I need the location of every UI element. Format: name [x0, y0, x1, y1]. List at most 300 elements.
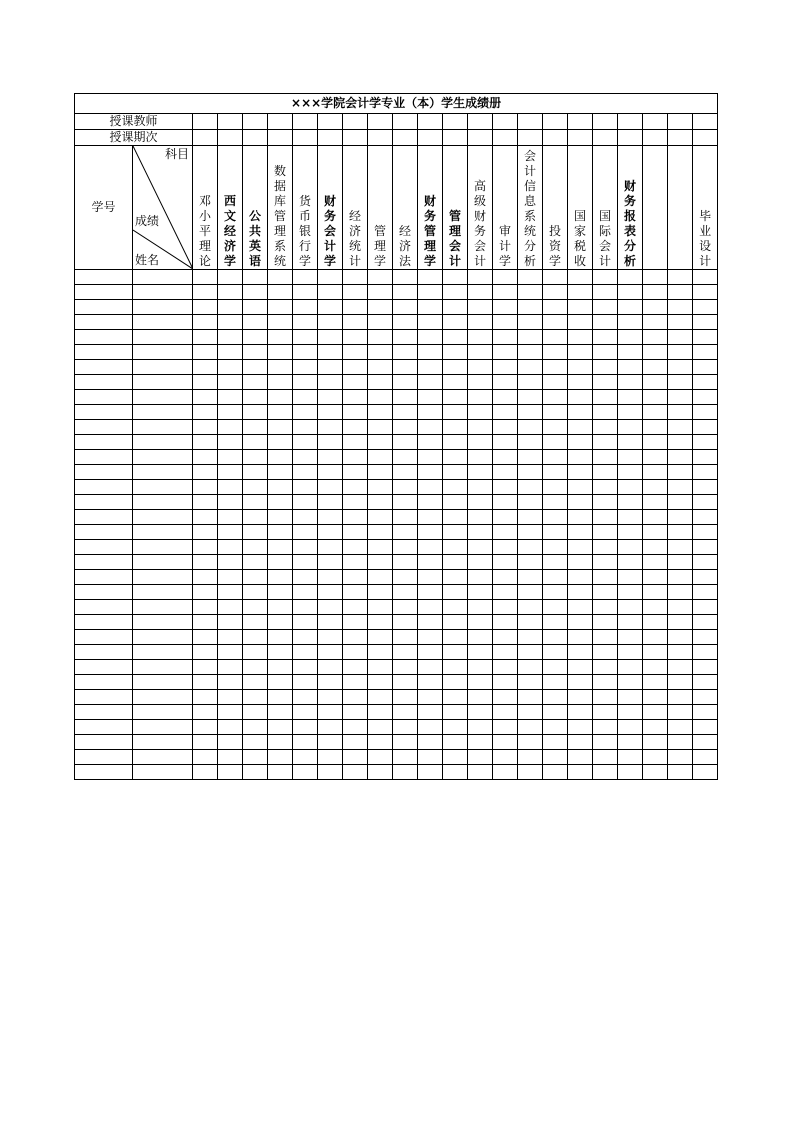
grade-cell[interactable] — [218, 315, 243, 330]
grade-cell[interactable] — [418, 585, 443, 600]
grade-cell[interactable] — [693, 435, 718, 450]
grade-cell[interactable] — [218, 630, 243, 645]
info-cell[interactable] — [693, 130, 718, 146]
grade-cell[interactable] — [243, 675, 268, 690]
grade-cell[interactable] — [568, 570, 593, 585]
grade-cell[interactable] — [193, 630, 218, 645]
grade-cell[interactable] — [293, 390, 318, 405]
grade-cell[interactable] — [443, 735, 468, 750]
grade-cell[interactable] — [443, 465, 468, 480]
info-cell[interactable] — [568, 130, 593, 146]
grade-cell[interactable] — [643, 600, 668, 615]
grade-cell[interactable] — [568, 525, 593, 540]
grade-cell[interactable] — [193, 675, 218, 690]
grade-cell[interactable] — [193, 465, 218, 480]
grade-cell[interactable] — [268, 360, 293, 375]
grade-cell[interactable] — [518, 345, 543, 360]
grade-cell[interactable] — [593, 315, 618, 330]
grade-cell[interactable] — [75, 525, 133, 540]
grade-cell[interactable] — [75, 735, 133, 750]
grade-cell[interactable] — [243, 345, 268, 360]
grade-cell[interactable] — [543, 585, 568, 600]
grade-cell[interactable] — [243, 300, 268, 315]
grade-cell[interactable] — [343, 330, 368, 345]
grade-cell[interactable] — [693, 450, 718, 465]
grade-cell[interactable] — [618, 270, 643, 285]
grade-cell[interactable] — [668, 675, 693, 690]
grade-cell[interactable] — [518, 465, 543, 480]
grade-cell[interactable] — [318, 375, 343, 390]
grade-cell[interactable] — [243, 480, 268, 495]
grade-cell[interactable] — [568, 495, 593, 510]
grade-cell[interactable] — [293, 360, 318, 375]
grade-cell[interactable] — [293, 510, 318, 525]
grade-cell[interactable] — [618, 585, 643, 600]
grade-cell[interactable] — [268, 750, 293, 765]
grade-cell[interactable] — [293, 555, 318, 570]
grade-cell[interactable] — [293, 345, 318, 360]
info-cell[interactable] — [343, 130, 368, 146]
grade-cell[interactable] — [593, 285, 618, 300]
grade-cell[interactable] — [693, 360, 718, 375]
grade-cell[interactable] — [268, 405, 293, 420]
grade-cell[interactable] — [668, 630, 693, 645]
grade-cell[interactable] — [418, 435, 443, 450]
grade-cell[interactable] — [75, 675, 133, 690]
grade-cell[interactable] — [318, 720, 343, 735]
grade-cell[interactable] — [318, 465, 343, 480]
info-cell[interactable] — [618, 114, 643, 130]
info-cell[interactable] — [243, 114, 268, 130]
grade-cell[interactable] — [75, 600, 133, 615]
grade-cell[interactable] — [468, 450, 493, 465]
grade-cell[interactable] — [393, 585, 418, 600]
grade-cell[interactable] — [393, 450, 418, 465]
grade-cell[interactable] — [518, 405, 543, 420]
grade-cell[interactable] — [218, 300, 243, 315]
grade-cell[interactable] — [643, 615, 668, 630]
grade-cell[interactable] — [618, 735, 643, 750]
grade-cell[interactable] — [493, 540, 518, 555]
grade-cell[interactable] — [568, 315, 593, 330]
info-cell[interactable] — [293, 130, 318, 146]
grade-cell[interactable] — [468, 675, 493, 690]
grade-cell[interactable] — [318, 540, 343, 555]
grade-cell[interactable] — [618, 720, 643, 735]
info-cell[interactable] — [518, 130, 543, 146]
grade-cell[interactable] — [593, 525, 618, 540]
grade-cell[interactable] — [218, 600, 243, 615]
grade-cell[interactable] — [543, 660, 568, 675]
grade-cell[interactable] — [293, 315, 318, 330]
grade-cell[interactable] — [393, 735, 418, 750]
grade-cell[interactable] — [468, 525, 493, 540]
grade-cell[interactable] — [468, 270, 493, 285]
grade-cell[interactable] — [218, 480, 243, 495]
grade-cell[interactable] — [218, 585, 243, 600]
grade-cell[interactable] — [75, 360, 133, 375]
grade-cell[interactable] — [393, 630, 418, 645]
grade-cell[interactable] — [693, 390, 718, 405]
grade-cell[interactable] — [268, 630, 293, 645]
grade-cell[interactable] — [133, 765, 193, 780]
grade-cell[interactable] — [518, 420, 543, 435]
grade-cell[interactable] — [593, 300, 618, 315]
grade-cell[interactable] — [75, 705, 133, 720]
grade-cell[interactable] — [643, 285, 668, 300]
grade-cell[interactable] — [368, 720, 393, 735]
grade-cell[interactable] — [443, 360, 468, 375]
grade-cell[interactable] — [343, 750, 368, 765]
info-cell[interactable] — [693, 114, 718, 130]
grade-cell[interactable] — [568, 555, 593, 570]
grade-cell[interactable] — [193, 390, 218, 405]
grade-cell[interactable] — [693, 405, 718, 420]
grade-cell[interactable] — [75, 720, 133, 735]
grade-cell[interactable] — [268, 675, 293, 690]
grade-cell[interactable] — [443, 675, 468, 690]
grade-cell[interactable] — [593, 405, 618, 420]
info-cell[interactable] — [218, 114, 243, 130]
grade-cell[interactable] — [318, 510, 343, 525]
grade-cell[interactable] — [393, 420, 418, 435]
grade-cell[interactable] — [568, 345, 593, 360]
grade-cell[interactable] — [518, 555, 543, 570]
grade-cell[interactable] — [443, 660, 468, 675]
grade-cell[interactable] — [568, 720, 593, 735]
grade-cell[interactable] — [443, 510, 468, 525]
grade-cell[interactable] — [418, 465, 443, 480]
grade-cell[interactable] — [75, 270, 133, 285]
grade-cell[interactable] — [618, 570, 643, 585]
grade-cell[interactable] — [618, 630, 643, 645]
grade-cell[interactable] — [543, 675, 568, 690]
grade-cell[interactable] — [368, 750, 393, 765]
grade-cell[interactable] — [318, 600, 343, 615]
grade-cell[interactable] — [318, 345, 343, 360]
grade-cell[interactable] — [268, 300, 293, 315]
grade-cell[interactable] — [293, 285, 318, 300]
grade-cell[interactable] — [368, 735, 393, 750]
grade-cell[interactable] — [293, 480, 318, 495]
grade-cell[interactable] — [668, 750, 693, 765]
grade-cell[interactable] — [493, 390, 518, 405]
grade-cell[interactable] — [518, 480, 543, 495]
grade-cell[interactable] — [393, 390, 418, 405]
grade-cell[interactable] — [193, 510, 218, 525]
grade-cell[interactable] — [468, 300, 493, 315]
grade-cell[interactable] — [393, 570, 418, 585]
grade-cell[interactable] — [693, 525, 718, 540]
grade-cell[interactable] — [543, 330, 568, 345]
grade-cell[interactable] — [133, 420, 193, 435]
grade-cell[interactable] — [268, 450, 293, 465]
grade-cell[interactable] — [493, 345, 518, 360]
grade-cell[interactable] — [643, 345, 668, 360]
grade-cell[interactable] — [393, 645, 418, 660]
grade-cell[interactable] — [493, 735, 518, 750]
grade-cell[interactable] — [268, 600, 293, 615]
grade-cell[interactable] — [368, 390, 393, 405]
grade-cell[interactable] — [318, 735, 343, 750]
grade-cell[interactable] — [418, 360, 443, 375]
grade-cell[interactable] — [443, 315, 468, 330]
grade-cell[interactable] — [418, 675, 443, 690]
grade-cell[interactable] — [318, 390, 343, 405]
grade-cell[interactable] — [343, 765, 368, 780]
grade-cell[interactable] — [293, 675, 318, 690]
grade-cell[interactable] — [618, 300, 643, 315]
grade-cell[interactable] — [243, 405, 268, 420]
grade-cell[interactable] — [593, 600, 618, 615]
grade-cell[interactable] — [643, 450, 668, 465]
grade-cell[interactable] — [518, 315, 543, 330]
grade-cell[interactable] — [243, 435, 268, 450]
grade-cell[interactable] — [568, 390, 593, 405]
grade-cell[interactable] — [618, 345, 643, 360]
grade-cell[interactable] — [593, 570, 618, 585]
grade-cell[interactable] — [318, 435, 343, 450]
grade-cell[interactable] — [518, 450, 543, 465]
info-cell[interactable] — [618, 130, 643, 146]
grade-cell[interactable] — [343, 510, 368, 525]
info-cell[interactable] — [593, 114, 618, 130]
grade-cell[interactable] — [218, 555, 243, 570]
grade-cell[interactable] — [493, 435, 518, 450]
grade-cell[interactable] — [568, 705, 593, 720]
grade-cell[interactable] — [193, 555, 218, 570]
grade-cell[interactable] — [543, 570, 568, 585]
grade-cell[interactable] — [343, 345, 368, 360]
grade-cell[interactable] — [443, 420, 468, 435]
grade-cell[interactable] — [593, 390, 618, 405]
grade-cell[interactable] — [75, 420, 133, 435]
grade-cell[interactable] — [75, 540, 133, 555]
grade-cell[interactable] — [493, 750, 518, 765]
grade-cell[interactable] — [518, 600, 543, 615]
grade-cell[interactable] — [693, 660, 718, 675]
grade-cell[interactable] — [133, 465, 193, 480]
grade-cell[interactable] — [443, 705, 468, 720]
grade-cell[interactable] — [668, 480, 693, 495]
grade-cell[interactable] — [693, 315, 718, 330]
grade-cell[interactable] — [218, 720, 243, 735]
grade-cell[interactable] — [218, 675, 243, 690]
grade-cell[interactable] — [418, 375, 443, 390]
grade-cell[interactable] — [618, 315, 643, 330]
grade-cell[interactable] — [693, 330, 718, 345]
grade-cell[interactable] — [518, 570, 543, 585]
grade-cell[interactable] — [293, 690, 318, 705]
grade-cell[interactable] — [643, 690, 668, 705]
grade-cell[interactable] — [393, 285, 418, 300]
grade-cell[interactable] — [693, 765, 718, 780]
grade-cell[interactable] — [418, 720, 443, 735]
grade-cell[interactable] — [393, 465, 418, 480]
grade-cell[interactable] — [493, 330, 518, 345]
grade-cell[interactable] — [443, 300, 468, 315]
grade-cell[interactable] — [518, 510, 543, 525]
grade-cell[interactable] — [543, 705, 568, 720]
grade-cell[interactable] — [468, 660, 493, 675]
grade-cell[interactable] — [568, 360, 593, 375]
grade-cell[interactable] — [243, 705, 268, 720]
grade-cell[interactable] — [418, 420, 443, 435]
grade-cell[interactable] — [343, 390, 368, 405]
grade-cell[interactable] — [368, 330, 393, 345]
grade-cell[interactable] — [268, 270, 293, 285]
grade-cell[interactable] — [193, 540, 218, 555]
grade-cell[interactable] — [693, 495, 718, 510]
grade-cell[interactable] — [568, 420, 593, 435]
grade-cell[interactable] — [443, 690, 468, 705]
grade-cell[interactable] — [518, 285, 543, 300]
info-cell[interactable] — [418, 130, 443, 146]
grade-cell[interactable] — [443, 480, 468, 495]
grade-cell[interactable] — [693, 720, 718, 735]
grade-cell[interactable] — [543, 630, 568, 645]
grade-cell[interactable] — [443, 390, 468, 405]
grade-cell[interactable] — [618, 375, 643, 390]
grade-cell[interactable] — [318, 270, 343, 285]
grade-cell[interactable] — [75, 480, 133, 495]
grade-cell[interactable] — [418, 600, 443, 615]
grade-cell[interactable] — [243, 750, 268, 765]
grade-cell[interactable] — [593, 615, 618, 630]
grade-cell[interactable] — [268, 495, 293, 510]
grade-cell[interactable] — [343, 735, 368, 750]
grade-cell[interactable] — [418, 750, 443, 765]
grade-cell[interactable] — [693, 675, 718, 690]
grade-cell[interactable] — [268, 540, 293, 555]
grade-cell[interactable] — [668, 390, 693, 405]
grade-cell[interactable] — [668, 495, 693, 510]
grade-cell[interactable] — [518, 435, 543, 450]
grade-cell[interactable] — [543, 510, 568, 525]
grade-cell[interactable] — [343, 270, 368, 285]
grade-cell[interactable] — [568, 735, 593, 750]
grade-cell[interactable] — [133, 405, 193, 420]
grade-cell[interactable] — [693, 285, 718, 300]
grade-cell[interactable] — [243, 720, 268, 735]
grade-cell[interactable] — [193, 345, 218, 360]
grade-cell[interactable] — [618, 645, 643, 660]
grade-cell[interactable] — [568, 660, 593, 675]
grade-cell[interactable] — [668, 405, 693, 420]
grade-cell[interactable] — [133, 705, 193, 720]
info-cell[interactable] — [518, 114, 543, 130]
grade-cell[interactable] — [293, 735, 318, 750]
grade-cell[interactable] — [518, 585, 543, 600]
grade-cell[interactable] — [393, 510, 418, 525]
grade-cell[interactable] — [493, 765, 518, 780]
grade-cell[interactable] — [393, 330, 418, 345]
grade-cell[interactable] — [668, 585, 693, 600]
grade-cell[interactable] — [418, 555, 443, 570]
grade-cell[interactable] — [693, 645, 718, 660]
info-cell[interactable] — [193, 130, 218, 146]
grade-cell[interactable] — [293, 645, 318, 660]
grade-cell[interactable] — [243, 450, 268, 465]
grade-cell[interactable] — [75, 510, 133, 525]
grade-cell[interactable] — [133, 450, 193, 465]
grade-cell[interactable] — [668, 720, 693, 735]
grade-cell[interactable] — [468, 750, 493, 765]
info-cell[interactable] — [443, 114, 468, 130]
grade-cell[interactable] — [418, 405, 443, 420]
grade-cell[interactable] — [668, 705, 693, 720]
grade-cell[interactable] — [75, 765, 133, 780]
grade-cell[interactable] — [218, 765, 243, 780]
info-cell[interactable] — [568, 114, 593, 130]
grade-cell[interactable] — [568, 450, 593, 465]
grade-cell[interactable] — [193, 570, 218, 585]
info-cell[interactable] — [643, 130, 668, 146]
grade-cell[interactable] — [268, 465, 293, 480]
grade-cell[interactable] — [293, 300, 318, 315]
grade-cell[interactable] — [343, 315, 368, 330]
grade-cell[interactable] — [518, 495, 543, 510]
info-cell[interactable] — [593, 130, 618, 146]
grade-cell[interactable] — [668, 645, 693, 660]
grade-cell[interactable] — [75, 465, 133, 480]
grade-cell[interactable] — [193, 705, 218, 720]
grade-cell[interactable] — [518, 330, 543, 345]
grade-cell[interactable] — [593, 345, 618, 360]
grade-cell[interactable] — [443, 270, 468, 285]
grade-cell[interactable] — [668, 375, 693, 390]
grade-cell[interactable] — [418, 345, 443, 360]
grade-cell[interactable] — [368, 495, 393, 510]
grade-cell[interactable] — [268, 525, 293, 540]
grade-cell[interactable] — [568, 540, 593, 555]
grade-cell[interactable] — [268, 690, 293, 705]
grade-cell[interactable] — [593, 360, 618, 375]
grade-cell[interactable] — [243, 540, 268, 555]
grade-cell[interactable] — [568, 330, 593, 345]
grade-cell[interactable] — [268, 555, 293, 570]
grade-cell[interactable] — [668, 285, 693, 300]
grade-cell[interactable] — [343, 660, 368, 675]
grade-cell[interactable] — [218, 615, 243, 630]
info-cell[interactable] — [268, 114, 293, 130]
grade-cell[interactable] — [418, 480, 443, 495]
grade-cell[interactable] — [468, 495, 493, 510]
grade-cell[interactable] — [193, 405, 218, 420]
grade-cell[interactable] — [518, 525, 543, 540]
grade-cell[interactable] — [268, 390, 293, 405]
grade-cell[interactable] — [593, 765, 618, 780]
grade-cell[interactable] — [643, 660, 668, 675]
grade-cell[interactable] — [418, 705, 443, 720]
grade-cell[interactable] — [243, 765, 268, 780]
grade-cell[interactable] — [618, 480, 643, 495]
grade-cell[interactable] — [643, 555, 668, 570]
grade-cell[interactable] — [268, 510, 293, 525]
grade-cell[interactable] — [468, 345, 493, 360]
grade-cell[interactable] — [593, 510, 618, 525]
grade-cell[interactable] — [668, 450, 693, 465]
grade-cell[interactable] — [368, 375, 393, 390]
grade-cell[interactable] — [368, 570, 393, 585]
grade-cell[interactable] — [218, 750, 243, 765]
grade-cell[interactable] — [75, 645, 133, 660]
grade-cell[interactable] — [643, 765, 668, 780]
grade-cell[interactable] — [293, 540, 318, 555]
grade-cell[interactable] — [543, 300, 568, 315]
grade-cell[interactable] — [668, 420, 693, 435]
grade-cell[interactable] — [468, 285, 493, 300]
